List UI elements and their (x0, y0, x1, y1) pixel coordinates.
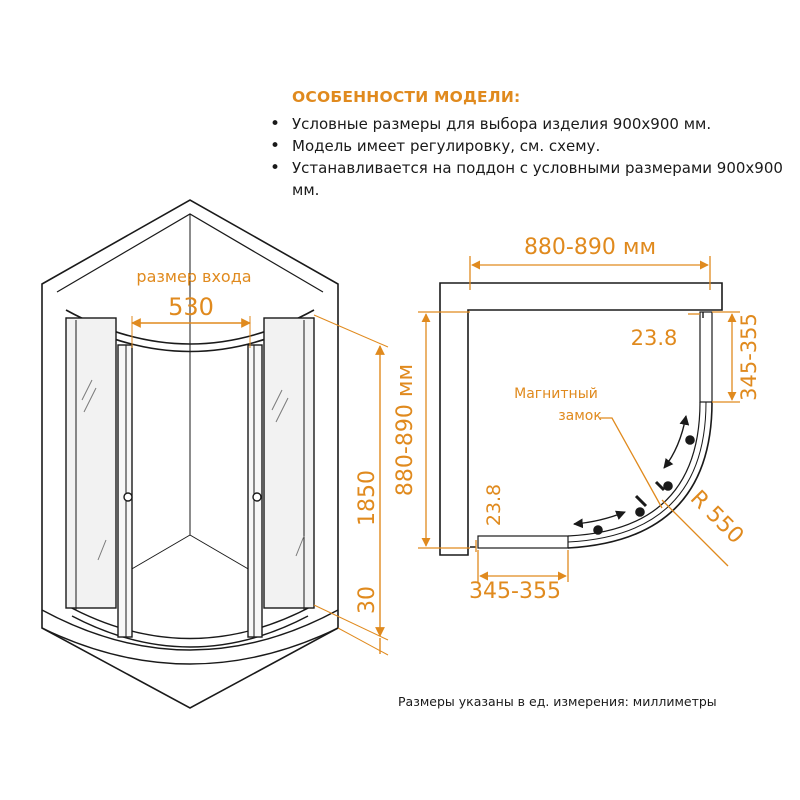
roller (664, 482, 672, 490)
offset-left-label: 23.8 (483, 483, 505, 527)
feature-item: • Устанавливается на поддон с условными размерами 900х900 мм. (268, 157, 792, 201)
roller (686, 436, 694, 444)
depth-label: 880-890 мм (393, 363, 418, 497)
magnet-label-line1: Магнитный (514, 386, 598, 402)
door-handle-right (253, 493, 261, 501)
slide-arrow (574, 512, 625, 524)
entrance-label: размер входа (136, 267, 252, 286)
slide-arrow (664, 416, 686, 468)
magnet-label-line2: замок (558, 408, 602, 424)
width-label: 880-890 мм (523, 235, 657, 260)
feature-item: • Условные размеры для выбора изделия 900х900 мм. (268, 113, 792, 135)
roller (636, 508, 644, 516)
offset-top-label: 23.8 (630, 326, 678, 350)
features-title: ОСОБЕННОСТИ МОДЕЛИ: (292, 88, 521, 106)
glass-panel-right (264, 318, 314, 608)
door-handle-left (124, 493, 132, 501)
glass-door-left (118, 345, 132, 637)
glass-door-right (248, 345, 262, 637)
roller (594, 526, 602, 534)
height-label: 1850 (355, 470, 380, 526)
adjust-bottom-label: 345-355 (469, 579, 561, 604)
magnet-leader (600, 418, 662, 508)
radius-label: R 550 (685, 485, 749, 549)
feature-item: • Модель имеет регулировку, см. схему. (268, 135, 792, 157)
bottom-panel-frame (478, 536, 568, 548)
entrance-width-label: 530 (168, 293, 214, 321)
glass-panel-left (66, 318, 116, 608)
adjust-right-label: 345-355 (737, 313, 761, 401)
tray-height-label: 30 (355, 586, 380, 614)
units-footnote: Размеры указаны в ед. измерения: миллиметры (398, 694, 717, 709)
right-panel-frame (700, 312, 712, 402)
